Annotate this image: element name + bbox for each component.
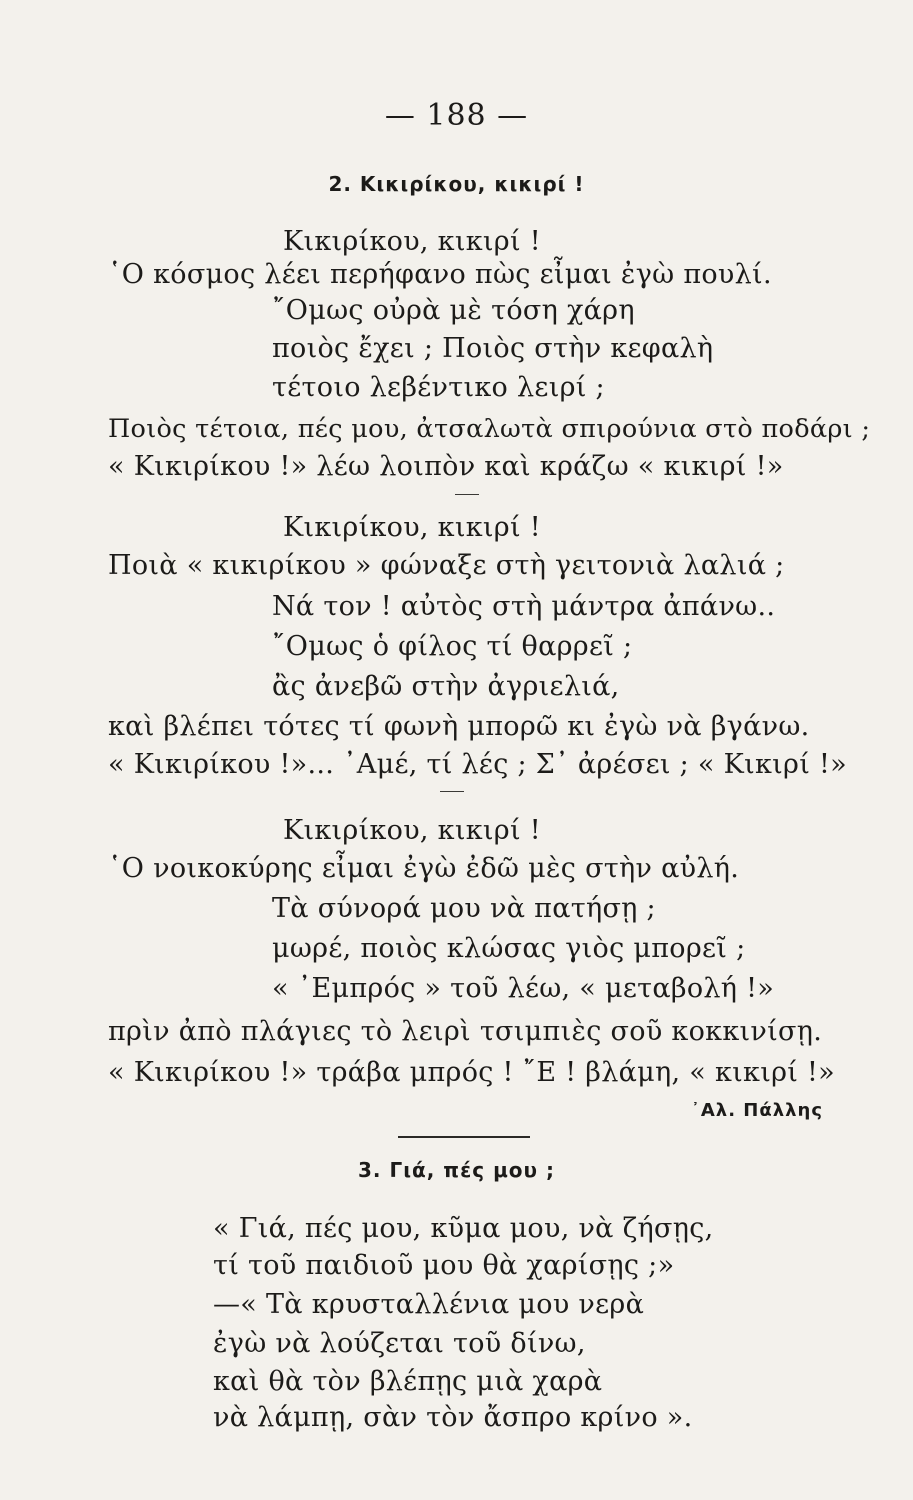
page-number: — 188 — bbox=[384, 98, 529, 133]
poem-line: ῾Ο νοικοκύρης εἶμαι ἐγὼ ἐδῶ μὲς στὴν αὐλή. bbox=[108, 853, 740, 884]
poem-line: ἐγὼ νὰ λούζεται τοῦ δίνω, bbox=[213, 1328, 586, 1359]
poem-title: 2. Κικιρίκου, κικιρί ! bbox=[328, 172, 585, 196]
poem-author: ᾿Αλ. Πάλλης bbox=[690, 1100, 823, 1121]
poem-line: ῾Ο κόσμος λέει περήφανο πὼς εἶμαι ἐγὼ πουλί. bbox=[108, 259, 772, 290]
poem-line: ῎Ομως ὁ φίλος τί θαρρεῖ ; bbox=[272, 631, 633, 662]
poem-line: Ποιὰ « κικιρίκου » φώναξε στὴ γειτονιὰ λαλιά ; bbox=[108, 550, 785, 581]
poem-line: « Κικιρίκου !» λέω λοιπὸν καὶ κράζω « κικιρί !» bbox=[108, 451, 784, 482]
poem-line: Κικιρίκου, κικιρί ! bbox=[283, 815, 541, 846]
poem-line: πρὶν ἀπὸ πλάγιες τὸ λειρὶ τσιμπιὲς σοῦ κοκκινίσῃ. bbox=[108, 1016, 823, 1047]
section-rule bbox=[398, 1136, 530, 1138]
stanza-divider bbox=[455, 494, 479, 495]
poem-line: Ποιὸς τέτοια, πές μου, ἀτσαλωτὰ σπιρούνια στὸ ποδάρι ; bbox=[108, 414, 871, 444]
poem-line: καὶ θὰ τὸν βλέπῃς μιὰ χαρὰ bbox=[213, 1366, 603, 1397]
poem-line: Κικιρίκου, κικιρί ! bbox=[283, 226, 541, 257]
poem-line: μωρέ, ποιὸς κλώσας γιὸς μπορεῖ ; bbox=[272, 933, 746, 964]
poem-line: —« Τὰ κρυσταλλένια μου νερὰ bbox=[213, 1289, 645, 1320]
stanza-divider bbox=[440, 791, 464, 792]
poem-line: ποιὸς ἔχει ; Ποιὸς στὴν κεφαλὴ bbox=[272, 333, 714, 364]
poem-title: 3. Γιά, πές μου ; bbox=[357, 1158, 555, 1182]
poem-line: Νά τον ! αὐτὸς στὴ μάντρα ἀπάνω.. bbox=[272, 591, 776, 622]
poem-line: « Γιά, πές μου, κῦμα μου, νὰ ζήσῃς, bbox=[213, 1213, 714, 1244]
poem-line: Κικιρίκου, κικιρί ! bbox=[283, 512, 541, 543]
poem-line: νὰ λάμπῃ, σὰν τὸν ἄσπρο κρίνο ». bbox=[213, 1402, 693, 1433]
poem-line: « ᾿Εμπρός » τοῦ λέω, « μεταβολή !» bbox=[272, 973, 775, 1004]
poem-line: τί τοῦ παιδιοῦ μου θὰ χαρίσῃς ;» bbox=[213, 1250, 675, 1281]
poem-line: « Κικιρίκου !»... ᾿Αμέ, τί λές ; Σ᾿ ἀρέσει ; « Κικιρί !» bbox=[108, 749, 847, 780]
poem-line: ἂς ἀνεβῶ στὴν ἀγριελιά, bbox=[272, 671, 620, 702]
poem-line: « Κικιρίκου !» τράβα μπρός ! ῎Ε ! βλάμη, « κικιρί !» bbox=[108, 1057, 835, 1088]
poem-line: καὶ βλέπει τότες τί φωνὴ μπορῶ κι ἐγὼ νὰ βγάνω. bbox=[108, 711, 810, 742]
poem-line: ῎Ομως οὐρὰ μὲ τόση χάρη bbox=[272, 295, 635, 326]
poem-line: Τὰ σύνορά μου νὰ πατήσῃ ; bbox=[272, 893, 656, 924]
poem-line: τέτοιο λεβέντικο λειρί ; bbox=[272, 372, 605, 403]
